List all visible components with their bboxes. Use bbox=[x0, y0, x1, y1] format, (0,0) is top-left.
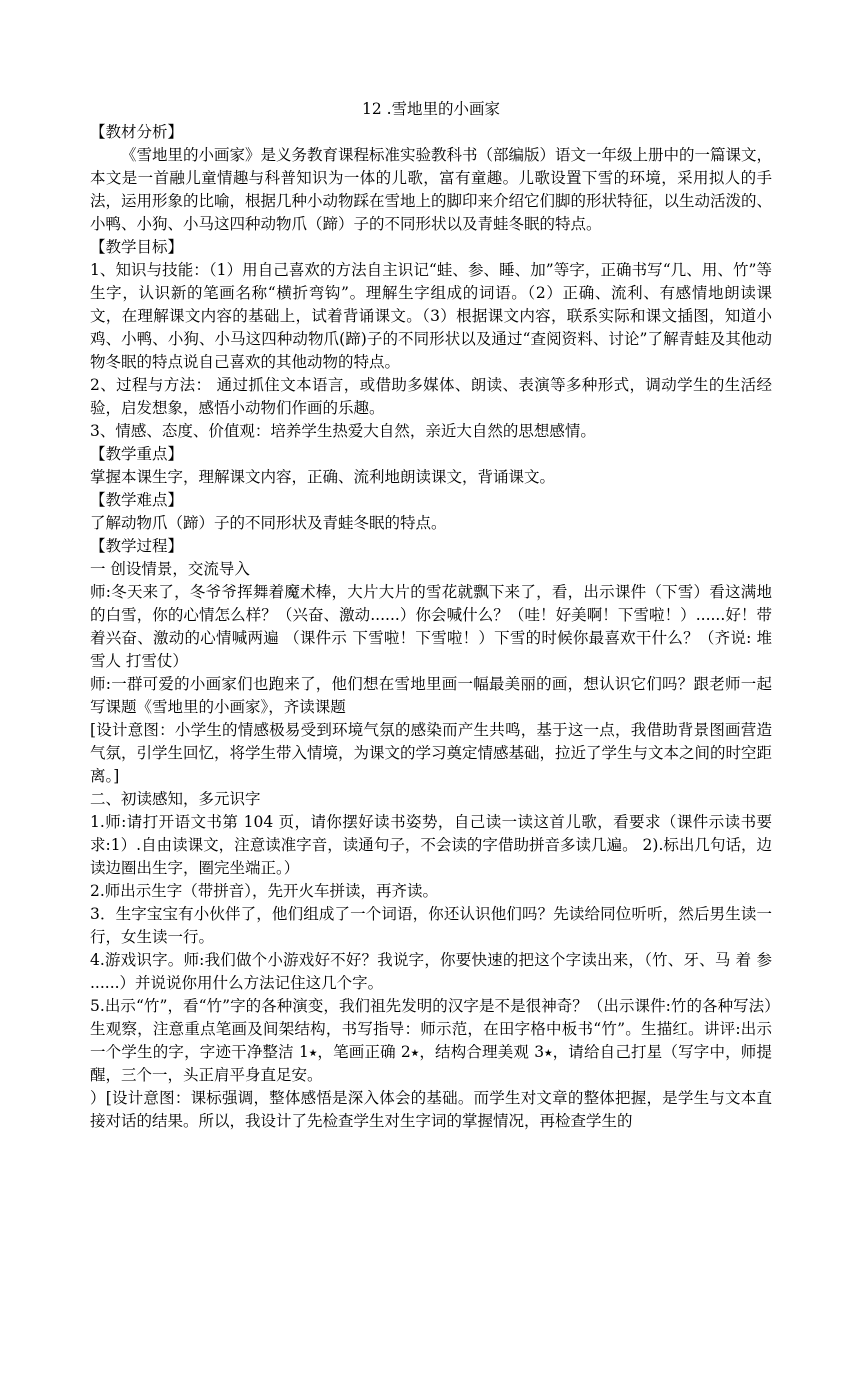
section-heading: 【教材分析】 bbox=[90, 123, 184, 141]
paragraph: 一 创设情景，交流导入 bbox=[90, 560, 250, 578]
section-heading: 【教学过程】 bbox=[90, 537, 184, 555]
paragraph: 4.游戏识字。师:我们做个小游戏好不好？我说字，你要快速的把这个字读出来，（竹、牙、马 着 参 ......）并说说你用什么方法记住这几个字。 bbox=[90, 951, 772, 992]
paragraph: 掌握本课生字，理解课文内容，正确、流利地朗读课文，背诵课文。 bbox=[90, 468, 556, 486]
paragraph: 3．生字宝宝有小伙伴了，他们组成了一个词语，你还认识他们吗？先读给同位听听，然后男生读一行，女生读一行。 bbox=[90, 905, 772, 946]
section-heading: 【教学难点】 bbox=[90, 491, 184, 509]
paragraph: 师:一群可爱的小画家们也跑来了，他们想在雪地里画一幅最美丽的画，想认识它们吗？跟老师一起写课题《雪地里的小画家》，齐读课题 bbox=[90, 675, 772, 716]
page-title: 12 .雪地里的小画家 bbox=[361, 100, 501, 118]
paragraph: [设计意图：小学生的情感极易受到环境气氛的感染而产生共鸣，基于这一点，我借助背景图画营造气氛，引学生回忆，将学生带入情境，为课文的学习奠定情感基础，拉近了学生与文本之间的时空距离。] bbox=[90, 721, 773, 785]
paragraph: 2、过程与方法： 通过抓住文本语言，或借助多媒体、朗读、表演等多种形式，调动学生的生活经验，启发想象，感悟小动物们作画的乐趣。 bbox=[90, 376, 772, 417]
paragraph: 1.师:请打开语文书第 104 页，请你摆好读书姿势，自己读一读这首儿歌，看要求（课件示读书要求:1）.自由读课文，注意读准字音，读通句子，不会读的字借助拼音多读几遍。 2).标出几句话，边读边圈出生字，圈完坐端正。） bbox=[90, 813, 772, 877]
paragraph: 了解动物爪（蹄）子的不同形状及青蛙冬眠的特点。 bbox=[90, 514, 447, 532]
section-heading: 【教学重点】 bbox=[90, 445, 184, 463]
section-heading: 【教学目标】 bbox=[90, 238, 184, 256]
paragraph: ）[设计意图：课标强调，整体感悟是深入体会的基础。而学生对文章的整体把握，是学生与文本直接对话的结果。所以，我设计了先检查学生对生字词的掌握情况，再检查学生的 bbox=[90, 1089, 772, 1130]
document-body bbox=[90, 98, 772, 1133]
paragraph: 3、情感、态度、价值观：培养学生热爱大自然，亲近大自然的思想感情。 bbox=[90, 422, 596, 440]
paragraph-list bbox=[90, 121, 772, 1133]
paragraph: 二、初读感知，多元识字 bbox=[90, 790, 261, 808]
paragraph: 2.师出示生字（带拼音），先开火车拼读，再齐读。 bbox=[90, 882, 439, 900]
paragraph: 《雪地里的小画家》是义务教育课程标准实验教科书（部编版）语文一年级上册中的一篇课文，本文是一首融儿童情趣与科普知识为一体的儿歌，富有童趣。儿歌设置下雪的环境，采用拟人的手法，运用形象的比喻，根据几种小动物踩在雪地上的脚印来介绍它们脚的形状特征，以生动活泼的、小鸭、小狗、小马这四种动物爪（蹄）子的不同形状以及青蛙冬眠的特点。 bbox=[90, 146, 773, 233]
paragraph: 1、知识与技能：（1）用自己喜欢的方法自主识记“蛙、参、睡、加”等字，正确书写“几、用、竹”等生字，认识新的笔画名称“横折弯钩”。理解生字组成的词语。（2）正确、流利、有感情地朗读课文，在理解课文内容的基础上，试着背诵课文。（3）根据课文内容，联系实际和课文插图，知道小鸡、小鸭、小狗、小马这四种动物爪(蹄)子的不同形状以及通过“查阅资料、讨论”了解青蛙及其他动物冬眠的特点说自己喜欢的其他动物的特点。 bbox=[90, 261, 772, 371]
paragraph: 师:冬天来了，冬爷爷挥舞着魔术棒，大片大片的雪花就飘下来了，看，出示课件（下雪）看这满地的白雪，你的心情怎么样？（兴奋、激动......）你会喊什么？（哇！好美啊！下雪啦！）......好！带着兴奋、激动的心情喊两遍 （课件示 下雪啦！下雪啦！）下雪的时候你最喜欢干什么？（齐说: 堆雪人 打雪仗） bbox=[90, 583, 772, 670]
paragraph: 5.出示“竹”，看“竹”字的各种演变，我们祖先发明的汉字是不是很神奇？（出示课件:竹的各种写法）生观察，注意重点笔画及间架结构，书写指导：师示范，在田字格中板书“竹”。生描红。讲评:出示一个学生的字，字迹干净整洁 1⭑，笔画正确 2⭑，结构合理美观 3⭑，请给自己打星（写字中，师提醒，三个一，头正肩平身直足安。 bbox=[90, 997, 772, 1084]
